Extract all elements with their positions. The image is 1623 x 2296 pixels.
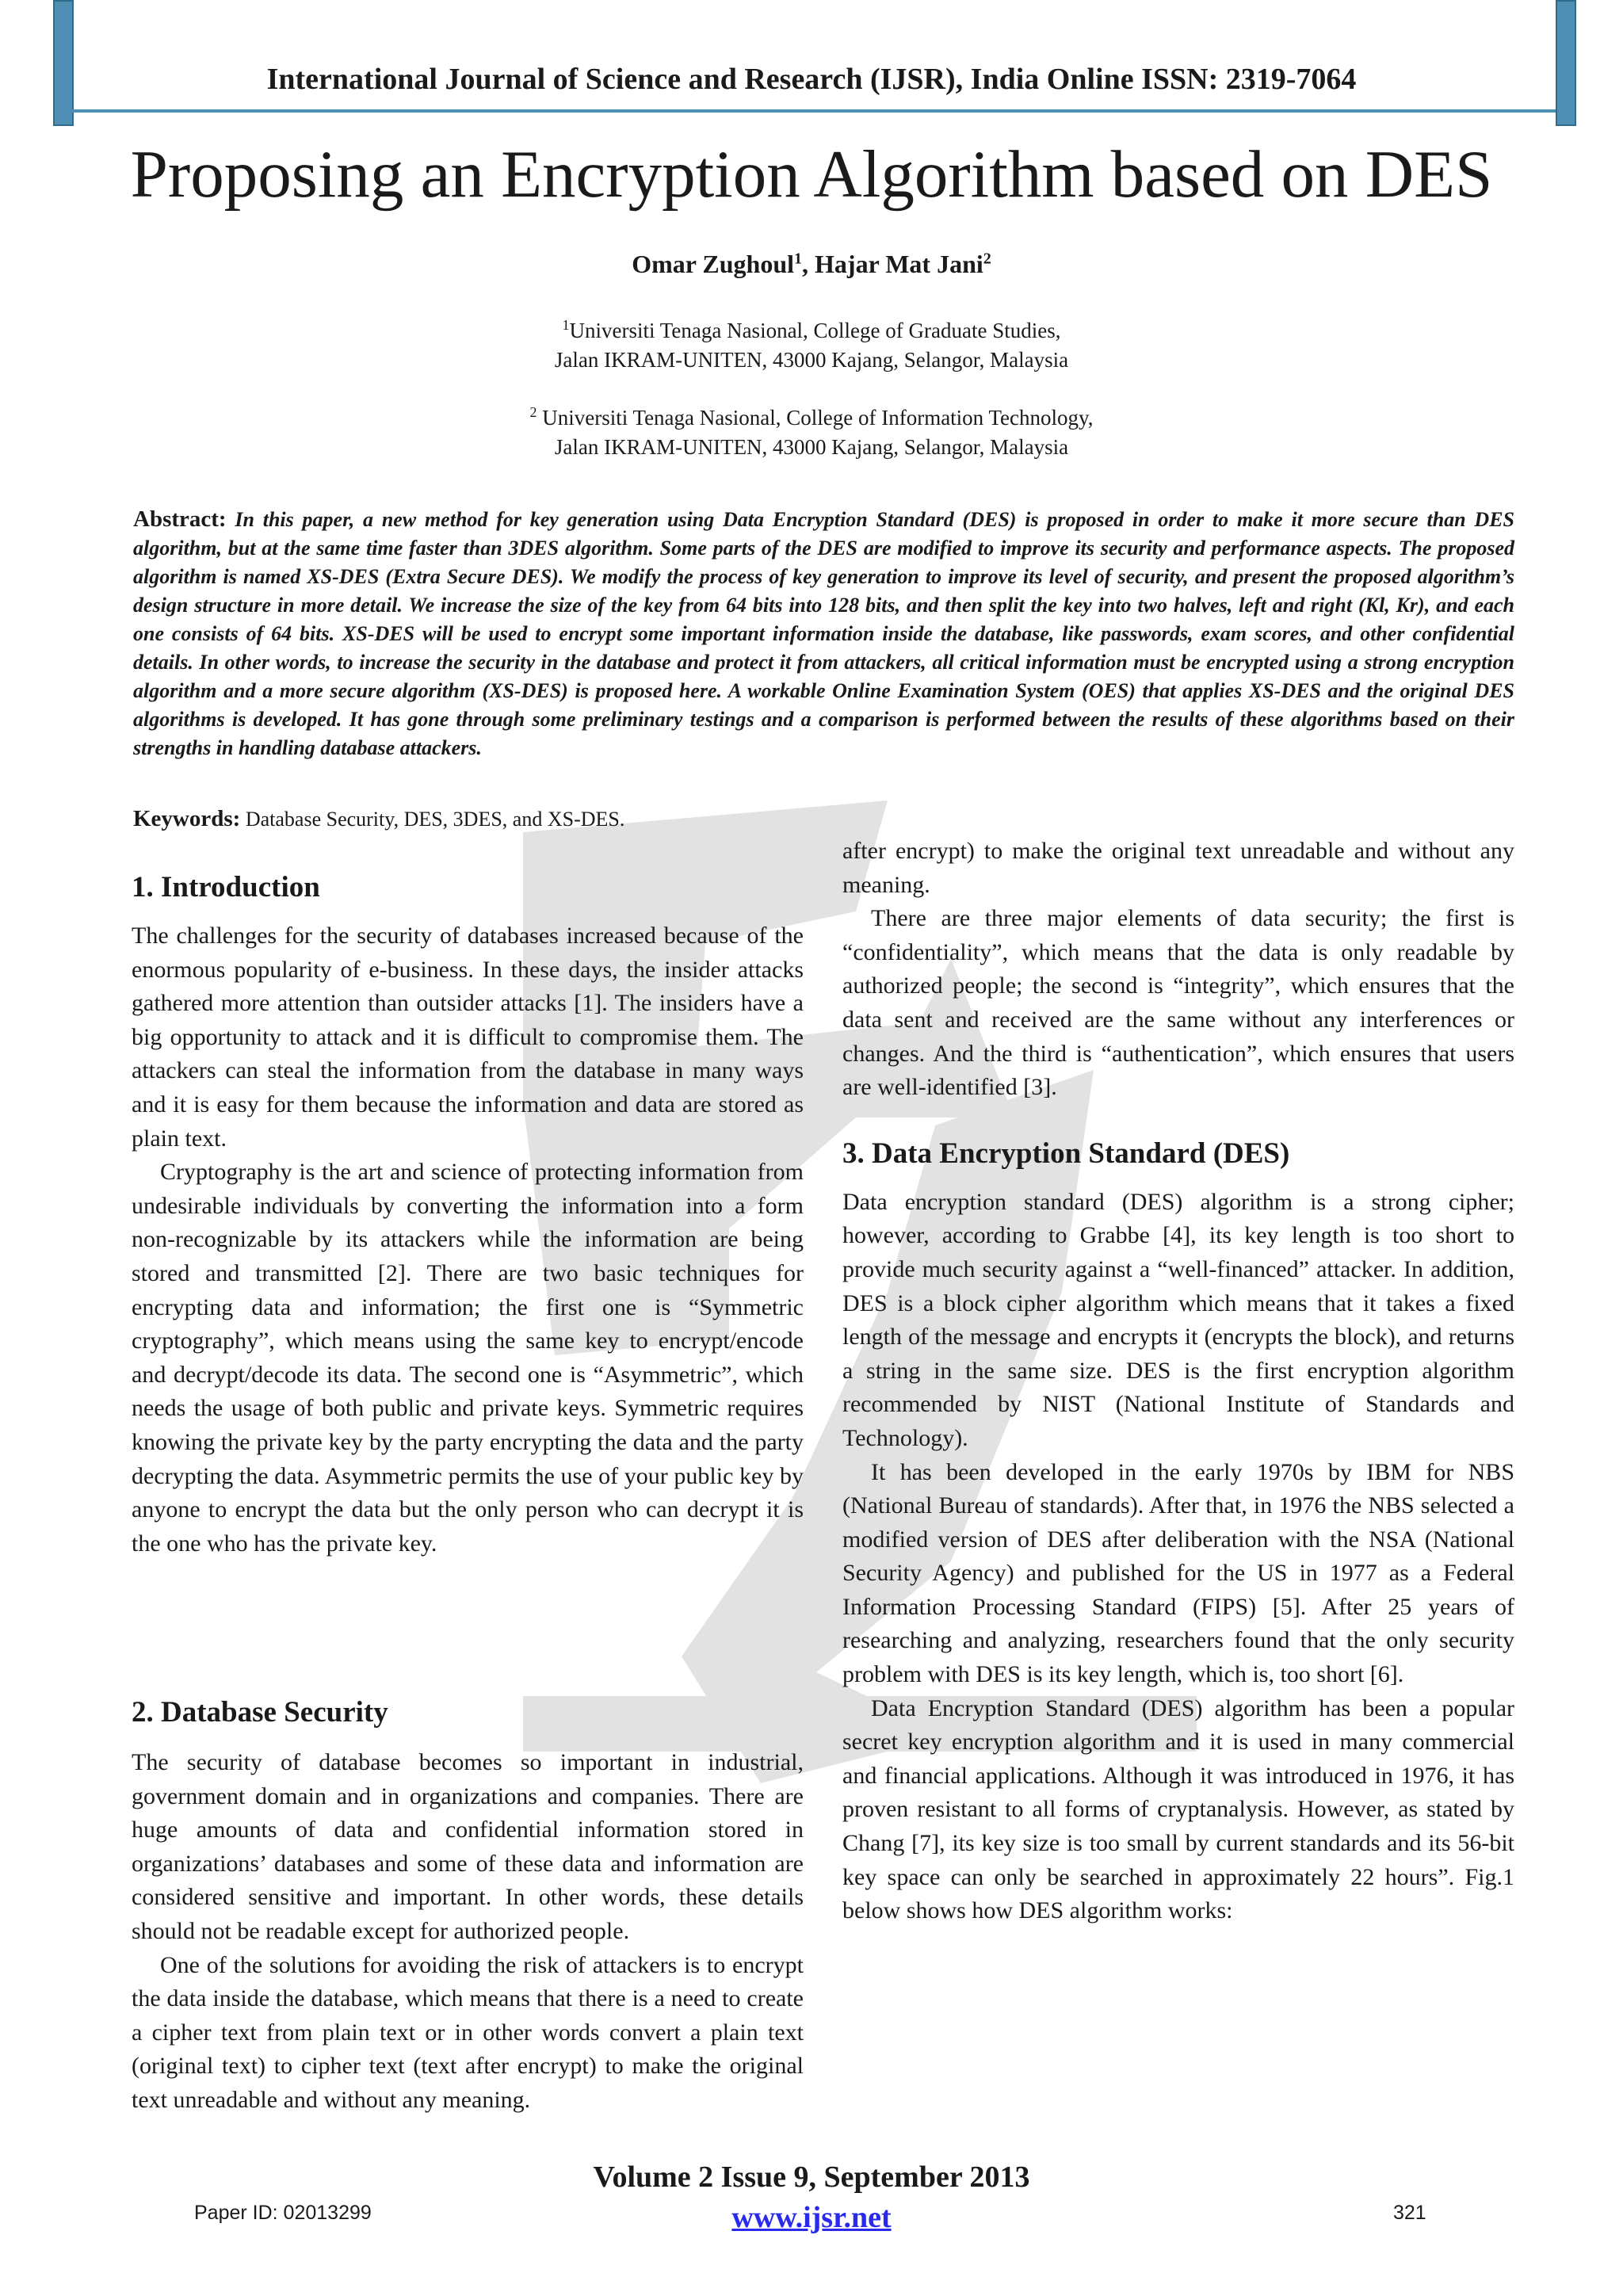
section-2-heading-wrap: [132, 1694, 804, 1732]
section-3-paragraph-3: Data Encryption Standard (DES) algorithm has been a popular secret key encryption algorithm and it is used in many commercial and financial applications. Although it was introduced in 1976, it has proven resistant to all forms of cryptanalysis. However, as stated by Chang [7], its key size is too small by current standards and its 56-bit key space can only be searched in approximately 22 hours”. Fig.1 below shows how DES algorithm works:: [842, 1694, 1514, 1924]
footer-paper-id: Paper ID: 02013299: [194, 2202, 372, 2224]
section-2-paragraph-3: There are three major elements of data security; the first is “confidentiality”, which means that the data is only readable by authorized people; the second is “integrity”, which ensures that the data sent and received are the same without any interferences or changes. And the third is “authentication”, which ensures that users are well-identified [3].: [842, 905, 1514, 1101]
section-2-paragraph-2: One of the solutions for avoiding the risk of attackers is to encrypt the data inside the database, which means that there is a need to create a cipher text from plain text or in other words convert a plain text (original text) to cipher text (text after encrypt) to make the original text unreadable and without any meaning.: [132, 1951, 804, 2113]
affiliation-1-sup: 1: [562, 317, 570, 333]
affiliation-1-line2: Jalan IKRAM-UNITEN, 43000 Kajang, Selangor, Malaysia: [554, 348, 1069, 372]
affiliation-1-line1: Universiti Tenaga Nasional, College of Graduate Studies,: [569, 319, 1061, 342]
author-1: Omar Zughoul: [632, 250, 795, 278]
section-3-paragraph-2: It has been developed in the early 1970s by IBM for NBS (National Bureau of standards). After that, in 1976 the NBS selected a modified version of DES after deliberation with the NSA (National Security Agency) and published for the US in 1977 as a Federal Information Processing Standard (FIPS) [5]. After 25 years of researching and analyzing, researchers found that the only security problem with DES is its key length, which is, too short [6].: [842, 1458, 1514, 1688]
abstract-label: Abstract:: [133, 506, 227, 532]
footer-page-number: 321: [1393, 2202, 1426, 2224]
author-2: Hajar Mat Jani: [815, 250, 983, 278]
paper-title: Proposing an Encryption Algorithm based on DES: [130, 137, 1493, 212]
section-3-paragraph-1: Data encryption standard (DES) algorithm is a strong cipher; however, according to Grabbe [4], its key length is too short to provide much security against a “well-financed” attacker. In addition, DES is a block cipher algorithm which means that it takes a fixed length of the message and encrypts it (encrypts the block), and returns a string in the same size. DES is the first encryption algorithm recommended by NIST (National Institute of Standards and Technology).: [842, 1188, 1514, 1451]
section-3-heading: 3. Data Encryption Standard (DES): [842, 1137, 1290, 1170]
keywords-label: Keywords:: [133, 806, 241, 831]
affiliation-2-line1: Universiti Tenaga Nasional, College of Information Technology,: [537, 406, 1094, 430]
affiliation-2-sup: 2: [529, 404, 537, 420]
abstract-text: In this paper, a new method for key generation using Data Encryption Standard (DES) is proposed in order to make it more secure than DES algorithm, but at the same time faster than 3DES algorithm. Some parts of the DES are modified to improve its security and performance aspects. The proposed algorithm is named XS-DES (Extra Secure DES). We modify the process of key generation to improve its level of security, and present the proposed algorithm’s design structure in more detail. We increase the size of the key from 64 bits into 128 bits, and then split the key into two halves, left and right (Kl, Kr), and each one consists of 64 bits. XS-DES will be used to encrypt some important information inside the database, like passwords, exam scores, and other confidential details. In other words, to increase the security in the database and protect it from attackers, all critical information must be encrypted using a strong encryption algorithm and a more secure algorithm (XS-DES) is proposed here. A workable Online Examination System (OES) that applies XS-DES and the original DES algorithms is developed. It has gone through some preliminary testings and a comparison is performed between the results of these algorithms based on their strengths in handling database attackers.: [133, 508, 1514, 759]
section-1-paragraph-2: Cryptography is the art and science of protecting information from undesirable individuals by converting the information into a form non-recognizable by its attackers while the information are being stored and transmitted [2]. There are two basic techniques for encrypting data and information; the first one is “Symmetric cryptography”, which means using the same key to encrypt/encode and decrypt/decode its data. The second one is “Asymmetric”, which needs the usage of both public and private keys. Symmetric requires knowing the private key by the party encrypting the data and the party decrypting the data. Asymmetric permits the use of your public key by anyone to encrypt the data but the only person who can decrypt it is the one who has the private key.: [132, 1159, 804, 1557]
affiliation-2: [0, 398, 1623, 462]
section-1-paragraph-1: The challenges for the security of databases increased because of the enormous popularity of e-business. In these days, the insider attacks gathered more attention than outsider attacks [1]. The insiders have a big opportunity to attack and it is difficult to compromise them. The attackers can steal the information from the database in many ways and it is easy for them because the information and data are stored as plain text.: [132, 923, 804, 1152]
section-2-paragraph-2-continued: after encrypt) to make the original text unreadable and without any meaning.: [842, 838, 1514, 898]
author-1-sup: 1: [794, 250, 803, 268]
author-separator: ,: [802, 250, 815, 278]
keywords-text: Database Security, DES, 3DES, and XS-DES.: [240, 808, 625, 831]
header-rule: [71, 109, 1556, 113]
author-2-sup: 2: [983, 250, 991, 268]
authors: [0, 250, 1623, 279]
right-column: [842, 835, 1514, 1928]
section-2-heading: 2. Database Security: [132, 1696, 388, 1729]
footer-volume: Volume 2 Issue 9, September 2013: [593, 2160, 1030, 2194]
abstract: [133, 505, 1514, 762]
keywords: [133, 806, 624, 832]
section-2-body-left: [132, 1746, 804, 2125]
section-2-paragraph-1: The security of database becomes so important in industrial, government domain and in organizations and companies. There are huge amounts of data and confidential information stored in organizations’ databases and some of these data and information are considered sensitive and important. In other words, these details should not be readable except for authorized people.: [132, 1749, 804, 1944]
affiliation-2-line2: Jalan IKRAM-UNITEN, 43000 Kajang, Selangor, Malaysia: [554, 435, 1069, 459]
left-column-top: [132, 869, 804, 907]
footer-website-link[interactable]: www.ijsr.net: [731, 2201, 892, 2234]
affiliation-1: [0, 311, 1623, 375]
journal-header: International Journal of Science and Research (IJSR), India Online ISSN: 2319-7064: [266, 63, 1357, 96]
section-1-heading: 1. Introduction: [132, 871, 320, 904]
section-1-body: [132, 919, 804, 1561]
